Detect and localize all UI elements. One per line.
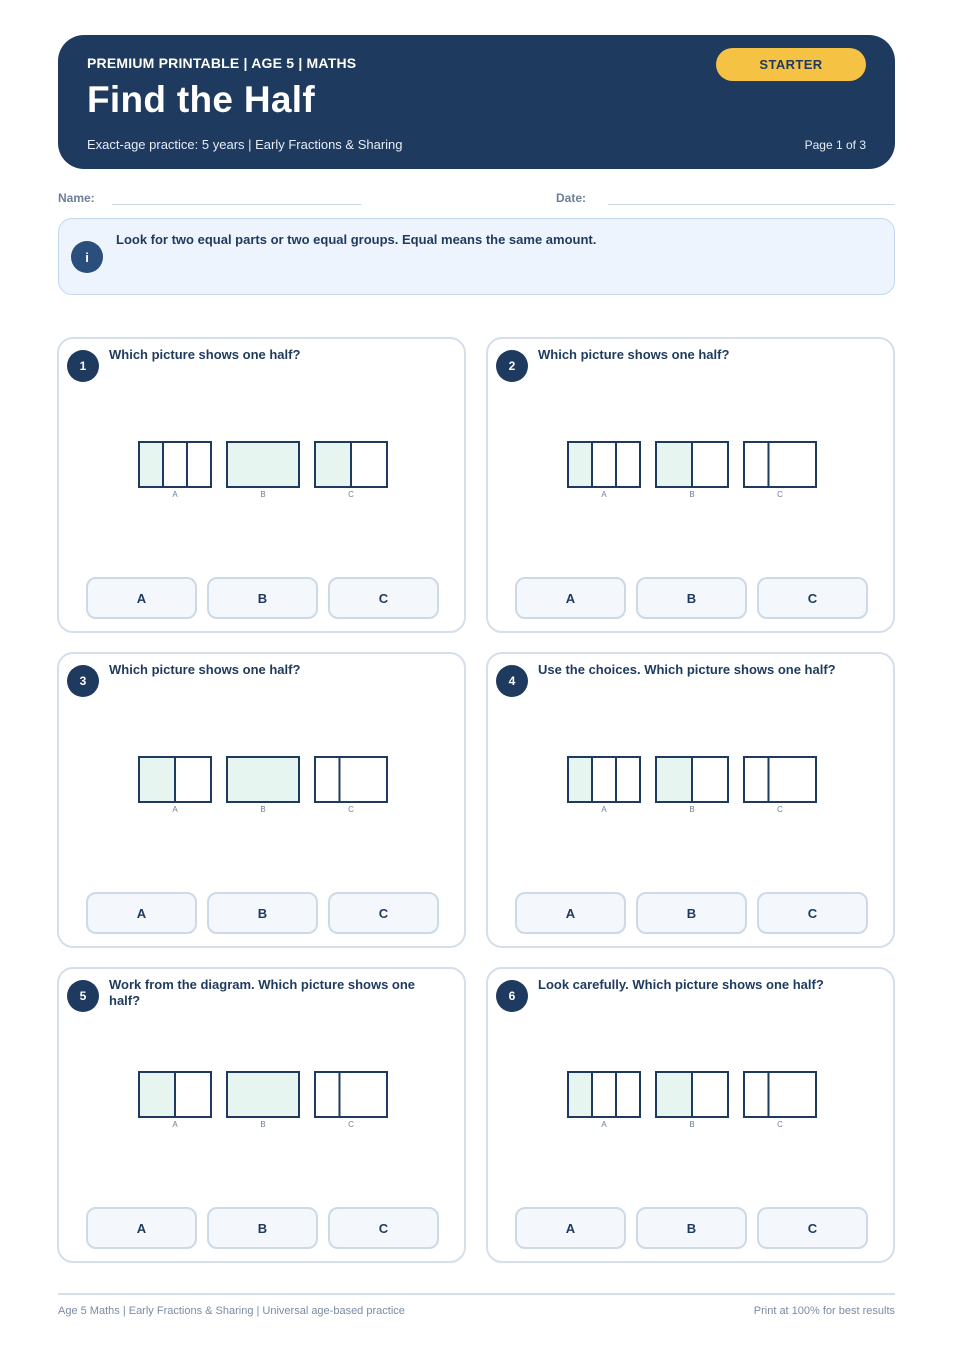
picture-label: B bbox=[689, 1120, 695, 1129]
choice-b-button[interactable]: B bbox=[636, 577, 747, 619]
shaded-part bbox=[568, 757, 592, 802]
question-card bbox=[57, 967, 466, 1263]
picture-b bbox=[227, 757, 299, 814]
fraction-diagram bbox=[137, 1069, 389, 1133]
question-number: 1 bbox=[67, 350, 99, 382]
picture-label: A bbox=[172, 490, 178, 499]
choice-b-button[interactable]: B bbox=[636, 1207, 747, 1249]
picture-a bbox=[568, 442, 640, 499]
question-number: 2 bbox=[496, 350, 528, 382]
worksheet-header bbox=[58, 35, 895, 169]
picture-c bbox=[315, 757, 387, 814]
question-card bbox=[57, 337, 466, 633]
shaded-part bbox=[139, 1072, 175, 1117]
shaded-part bbox=[139, 442, 163, 487]
picture-label: B bbox=[260, 1120, 266, 1129]
level-badge: STARTER bbox=[716, 48, 866, 81]
picture-label: C bbox=[777, 1120, 783, 1129]
shaded-part bbox=[227, 442, 299, 487]
footer-left: Age 5 Maths | Early Fractions & Sharing | Universal age-based practice bbox=[58, 1305, 405, 1317]
picture-label: A bbox=[601, 805, 607, 814]
picture-outline bbox=[744, 757, 816, 802]
name-line[interactable] bbox=[112, 204, 361, 205]
picture-label: C bbox=[348, 805, 354, 814]
choice-b-button[interactable]: B bbox=[207, 892, 318, 934]
picture-label: C bbox=[348, 490, 354, 499]
picture-b bbox=[656, 442, 728, 499]
question-text: Which picture shows one half? bbox=[109, 347, 301, 362]
shaded-part bbox=[227, 1072, 299, 1117]
shaded-part bbox=[139, 757, 175, 802]
shaded-part bbox=[656, 1072, 692, 1117]
question-text: Use the choices. Which picture shows one half? bbox=[538, 662, 836, 677]
choice-c-button[interactable]: C bbox=[328, 1207, 439, 1249]
question-card bbox=[486, 652, 895, 948]
shaded-part bbox=[568, 442, 592, 487]
info-text: Look for two equal parts or two equal groups. Equal means the same amount. bbox=[116, 232, 597, 247]
picture-b bbox=[227, 442, 299, 499]
picture-outline bbox=[744, 1072, 816, 1117]
choice-c-button[interactable]: C bbox=[328, 577, 439, 619]
choice-a-button[interactable]: A bbox=[86, 1207, 197, 1249]
picture-label: A bbox=[172, 805, 178, 814]
question-number: 3 bbox=[67, 665, 99, 697]
question-text: Look carefully. Which picture shows one half? bbox=[538, 977, 824, 992]
picture-a bbox=[568, 757, 640, 814]
picture-label: A bbox=[601, 1120, 607, 1129]
question-card bbox=[57, 652, 466, 948]
shaded-part bbox=[315, 442, 351, 487]
question-card bbox=[486, 337, 895, 633]
shaded-part bbox=[568, 1072, 592, 1117]
date-line[interactable] bbox=[608, 204, 895, 205]
picture-b bbox=[656, 1072, 728, 1129]
choice-c-button[interactable]: C bbox=[757, 1207, 868, 1249]
picture-label: B bbox=[689, 490, 695, 499]
picture-a bbox=[139, 1072, 211, 1129]
shaded-part bbox=[227, 757, 299, 802]
picture-label: B bbox=[260, 490, 266, 499]
footer-divider bbox=[58, 1293, 895, 1295]
picture-label: C bbox=[777, 805, 783, 814]
question-number: 4 bbox=[496, 665, 528, 697]
picture-a bbox=[568, 1072, 640, 1129]
picture-label: C bbox=[348, 1120, 354, 1129]
choice-a-button[interactable]: A bbox=[86, 892, 197, 934]
header-kicker: PREMIUM PRINTABLE | AGE 5 | MATHS bbox=[87, 55, 357, 71]
footer-right: Print at 100% for best results bbox=[753, 1305, 895, 1317]
question-number: 5 bbox=[67, 980, 99, 1012]
choice-a-button[interactable]: A bbox=[515, 892, 626, 934]
choice-a-button[interactable]: A bbox=[515, 1207, 626, 1249]
choice-c-button[interactable]: C bbox=[328, 892, 439, 934]
picture-label: B bbox=[689, 805, 695, 814]
picture-outline bbox=[744, 442, 816, 487]
picture-label: A bbox=[172, 1120, 178, 1129]
picture-b bbox=[656, 757, 728, 814]
name-label: Name: bbox=[58, 191, 95, 205]
fraction-diagram bbox=[137, 754, 389, 818]
fraction-diagram bbox=[137, 439, 389, 503]
picture-label: C bbox=[777, 490, 783, 499]
header-subtitle: Exact-age practice: 5 years | Early Fractions & Sharing bbox=[87, 137, 403, 152]
question-text: Work from the diagram. Which picture shows one half? bbox=[109, 977, 416, 1008]
fraction-diagram bbox=[566, 1069, 818, 1133]
choice-c-button[interactable]: C bbox=[757, 892, 868, 934]
choice-b-button[interactable]: B bbox=[636, 892, 747, 934]
page-title: Find the Half bbox=[87, 79, 315, 120]
picture-c bbox=[744, 1072, 816, 1129]
picture-a bbox=[139, 442, 211, 499]
choice-b-button[interactable]: B bbox=[207, 577, 318, 619]
picture-a bbox=[139, 757, 211, 814]
fraction-diagram bbox=[566, 439, 818, 503]
choice-c-button[interactable]: C bbox=[757, 577, 868, 619]
question-text: Which picture shows one half? bbox=[109, 662, 301, 677]
question-number: 6 bbox=[496, 980, 528, 1012]
question-text: Which picture shows one half? bbox=[538, 347, 730, 362]
picture-outline bbox=[315, 757, 387, 802]
date-label: Date: bbox=[556, 191, 587, 205]
choice-a-button[interactable]: A bbox=[515, 577, 626, 619]
choice-a-button[interactable]: A bbox=[86, 577, 197, 619]
shaded-part bbox=[656, 442, 692, 487]
picture-b bbox=[227, 1072, 299, 1129]
choice-b-button[interactable]: B bbox=[207, 1207, 318, 1249]
question-card bbox=[486, 967, 895, 1263]
info-panel bbox=[58, 218, 895, 295]
picture-label: A bbox=[601, 490, 607, 499]
picture-c bbox=[744, 442, 816, 499]
page-number: Page 1 of 3 bbox=[804, 138, 866, 152]
picture-label: B bbox=[260, 805, 266, 814]
info-icon: i bbox=[71, 241, 103, 273]
picture-outline bbox=[315, 1072, 387, 1117]
picture-c bbox=[744, 757, 816, 814]
picture-c bbox=[315, 1072, 387, 1129]
shaded-part bbox=[656, 757, 692, 802]
fraction-diagram bbox=[566, 754, 818, 818]
picture-c bbox=[315, 442, 387, 499]
